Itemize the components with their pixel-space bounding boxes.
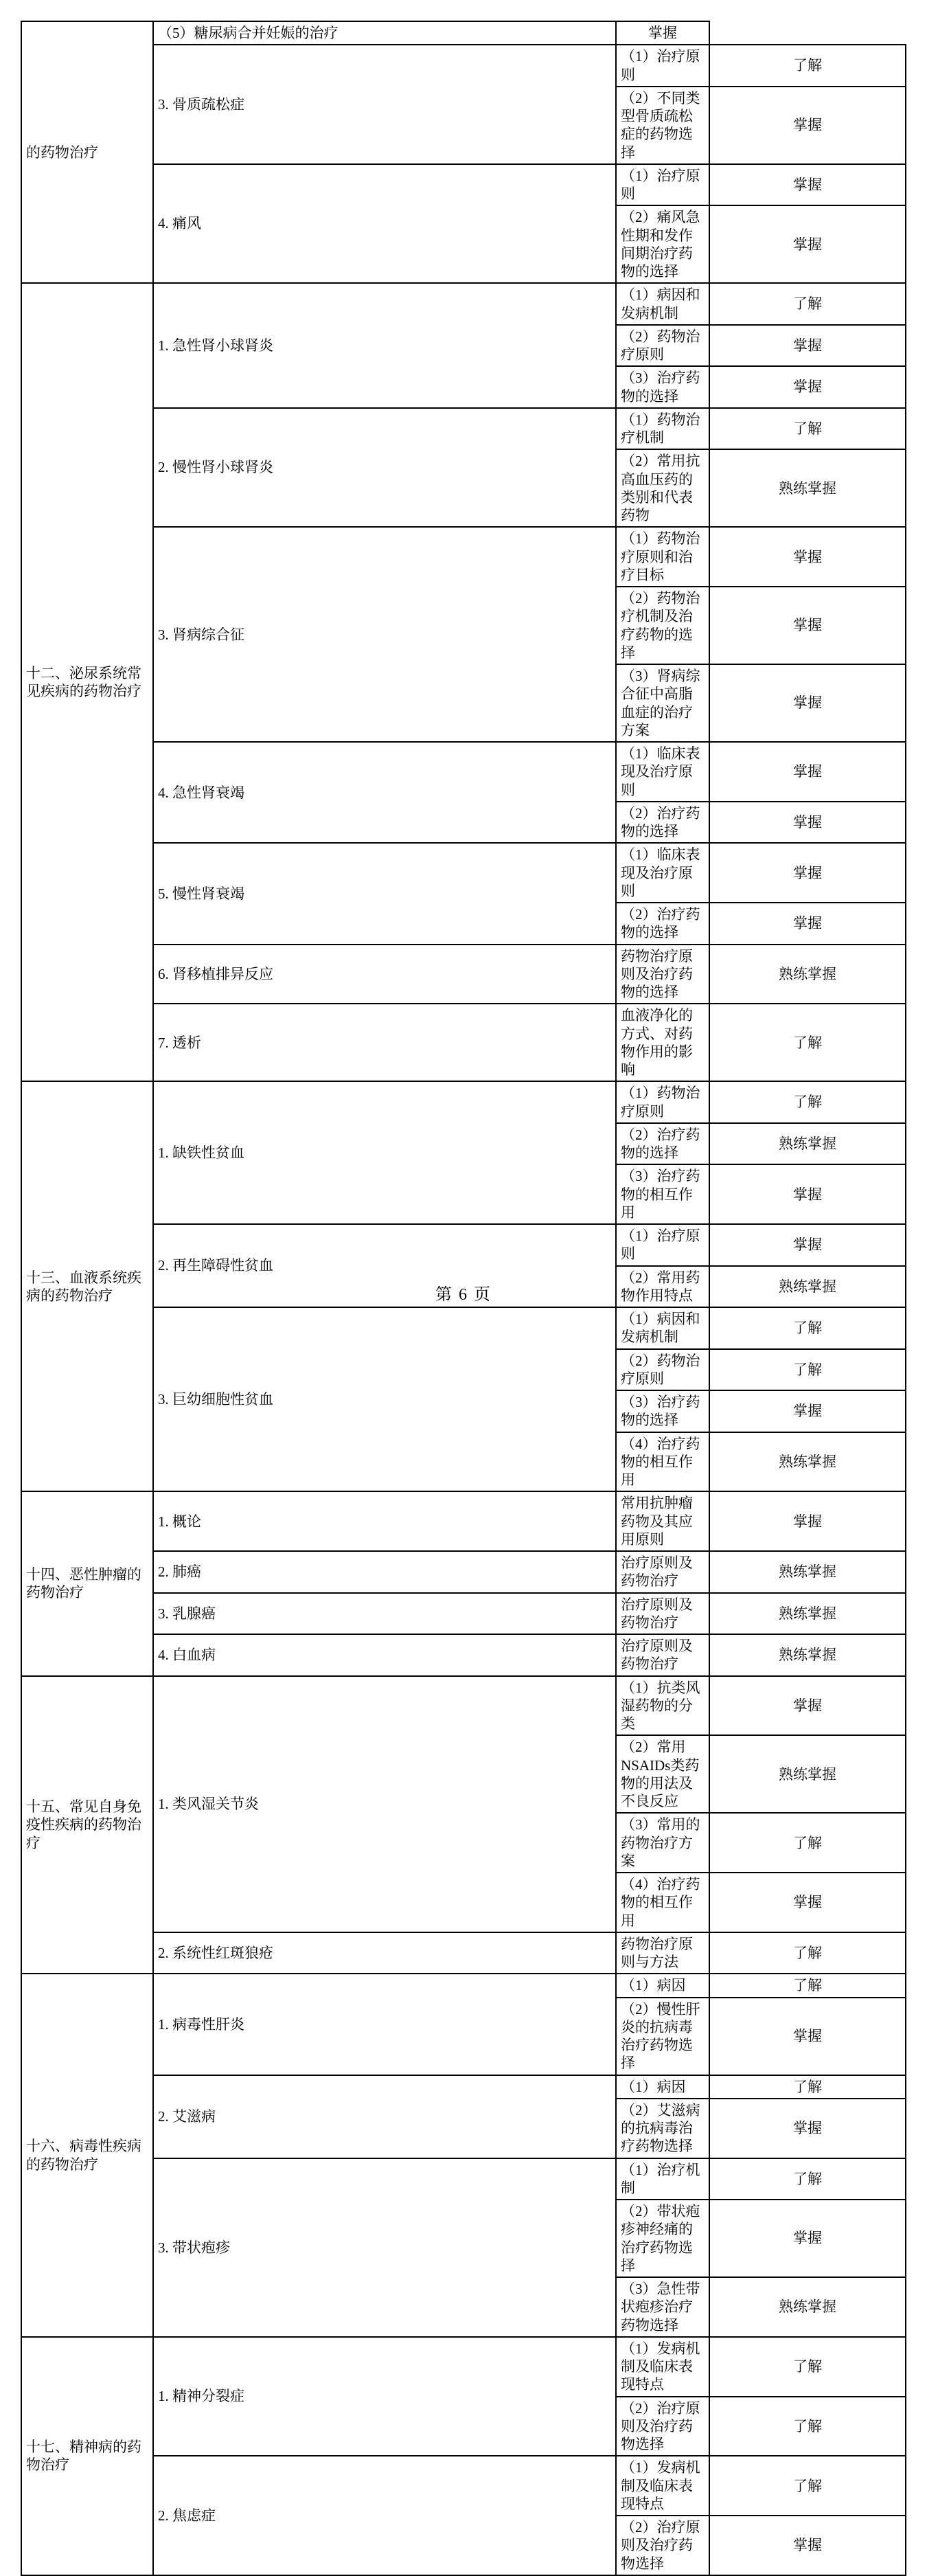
level-cell: 熟练掌握 (709, 1735, 906, 1813)
level-cell: 了解 (709, 1813, 906, 1873)
detail-cell: （2）常用NSAIDs类药物的用法及不良反应 (616, 1735, 709, 1813)
detail-cell: （3）治疗药物的相互作用 (616, 1164, 709, 1224)
table-row (21, 527, 906, 587)
detail-cell: （2）治疗药物的选择 (616, 802, 709, 844)
level-cell: 掌握 (709, 325, 906, 367)
section-cell: 2. 再生障碍性贫血 (153, 1224, 616, 1307)
chapter-cell: 的药物治疗 (21, 21, 153, 283)
detail-cell: （2）艾滋病的抗病毒治疗药物选择 (616, 2099, 709, 2158)
section-cell: 1. 精神分裂症 (153, 2337, 616, 2456)
table-row (21, 742, 906, 802)
level-cell: 掌握 (709, 2200, 906, 2277)
level-cell: 掌握 (709, 843, 906, 903)
table-row (21, 283, 906, 325)
section-cell: 3. 肾病综合征 (153, 527, 616, 742)
level-cell: 了解 (709, 2075, 906, 2099)
detail-cell: （2）治疗原则及治疗药物选择 (616, 2397, 709, 2456)
chapter-cell: 十四、恶性肿瘤的药物治疗 (21, 1491, 153, 1675)
table-row (21, 2337, 906, 2397)
section-cell: 5. 慢性肾衰竭 (153, 843, 616, 944)
section-cell: 2. 慢性肾小球肾炎 (153, 408, 616, 528)
level-cell: 了解 (709, 408, 906, 450)
level-cell: 掌握 (709, 1676, 906, 1736)
detail-cell: （2）痛风急性期和发作间期治疗药物的选择 (616, 205, 709, 283)
section-cell: 2. 肺癌 (153, 1551, 616, 1593)
detail-cell: （1）病因和发病机制 (616, 1307, 709, 1349)
page-footer: 第 6 页 (435, 1286, 492, 1304)
section-cell: 2. 系统性红斑狼疮 (153, 1932, 616, 1974)
table-row (21, 45, 906, 87)
level-cell: 掌握 (709, 742, 906, 802)
level-cell: 掌握 (709, 1390, 906, 1432)
section-cell: 1. 概论 (153, 1491, 616, 1551)
level-cell: 了解 (709, 2397, 906, 2456)
level-cell: 掌握 (709, 1873, 906, 1932)
section-cell: 3. 骨质疏松症 (153, 45, 616, 164)
detail-cell: （1）病因 (616, 2075, 709, 2099)
detail-cell: （2）药物治疗原则 (616, 325, 709, 367)
detail-cell: （2）常用抗高血压药的类别和代表药物 (616, 449, 709, 527)
detail-cell: （2）慢性肝炎的抗病毒治疗药物选择 (616, 1998, 709, 2075)
detail-cell: （1）发病机制及临床表现特点 (616, 2456, 709, 2516)
level-cell: 掌握 (709, 366, 906, 408)
level-cell: 掌握 (709, 1998, 906, 2075)
level-cell: 熟练掌握 (709, 1432, 906, 1492)
level-cell: 了解 (709, 1349, 906, 1391)
detail-cell: （2）带状疱疹神经痛的治疗药物选择 (616, 2200, 709, 2277)
detail-cell: （5）糖尿病合并妊娠的治疗 (153, 21, 616, 45)
table-row (21, 2158, 906, 2200)
section-cell: 4. 急性肾衰竭 (153, 742, 616, 843)
detail-cell: （2）治疗原则及治疗药物选择 (616, 2516, 709, 2575)
table-row (21, 2456, 906, 2516)
detail-cell: （2）药物治疗原则 (616, 1349, 709, 1391)
level-cell: 掌握 (616, 21, 709, 45)
level-cell: 熟练掌握 (709, 1593, 906, 1635)
level-cell: 了解 (709, 2456, 906, 2516)
table-row (21, 1634, 906, 1676)
table-row (21, 1932, 906, 1974)
table-row (21, 1974, 906, 1997)
level-cell: 掌握 (709, 587, 906, 664)
level-cell: 掌握 (709, 87, 906, 164)
level-cell: 了解 (709, 45, 906, 87)
level-cell: 了解 (709, 2158, 906, 2200)
detail-cell: 药物治疗原则与方法 (616, 1932, 709, 1974)
detail-cell: （1）临床表现及治疗原则 (616, 742, 709, 802)
detail-cell: （1）治疗原则 (616, 1224, 709, 1266)
table-row (21, 1004, 906, 1081)
level-cell: 熟练掌握 (709, 2277, 906, 2337)
table-row (21, 1224, 906, 1266)
level-cell: 熟练掌握 (709, 1634, 906, 1676)
detail-cell: （2）不同类型骨质疏松症的药物选择 (616, 87, 709, 164)
detail-cell: （1）治疗原则 (616, 164, 709, 206)
detail-cell: （4）治疗药物的相互作用 (616, 1432, 709, 1492)
table-row (21, 945, 906, 1004)
detail-cell: （1）治疗原则 (616, 45, 709, 87)
detail-cell: （1）抗类风湿药物的分类 (616, 1676, 709, 1736)
table-row (21, 2075, 906, 2099)
chapter-cell: 十二、泌尿系统常见疾病的药物治疗 (21, 283, 153, 1081)
level-cell: 了解 (709, 1081, 906, 1123)
detail-cell: （1）病因和发病机制 (616, 283, 709, 325)
level-cell: 掌握 (709, 664, 906, 742)
table-row (21, 1551, 906, 1593)
table-row (21, 843, 906, 903)
section-cell: 1. 急性肾小球肾炎 (153, 283, 616, 408)
section-cell: 6. 肾移植排异反应 (153, 945, 616, 1004)
level-cell: 掌握 (709, 527, 906, 587)
table-row (21, 21, 906, 45)
section-cell: 7. 透析 (153, 1004, 616, 1081)
detail-cell: （1）药物治疗原则 (616, 1081, 709, 1123)
detail-cell: （1）药物治疗机制 (616, 408, 709, 450)
detail-cell: （1）发病机制及临床表现特点 (616, 2337, 709, 2397)
level-cell: 了解 (709, 1004, 906, 1081)
detail-cell: （4）治疗药物的相互作用 (616, 1873, 709, 1932)
chapter-cell: 十六、病毒性疾病的药物治疗 (21, 1974, 153, 2337)
chapter-cell: 十三、血液系统疾病的药物治疗 (21, 1081, 153, 1491)
section-cell: 2. 艾滋病 (153, 2075, 616, 2158)
level-cell: 掌握 (709, 1224, 906, 1266)
level-cell: 熟练掌握 (709, 1123, 906, 1165)
level-cell: 掌握 (709, 2099, 906, 2158)
level-cell: 掌握 (709, 164, 906, 206)
section-cell: 1. 缺铁性贫血 (153, 1081, 616, 1224)
level-cell: 熟练掌握 (709, 449, 906, 527)
detail-cell: （1）治疗机制 (616, 2158, 709, 2200)
level-cell: 熟练掌握 (709, 1266, 906, 1308)
section-cell: 1. 病毒性肝炎 (153, 1974, 616, 2075)
detail-cell: （1）药物治疗原则和治疗目标 (616, 527, 709, 587)
table-row (21, 408, 906, 450)
detail-cell: （2）药物治疗机制及治疗药物的选择 (616, 587, 709, 664)
detail-cell: （2）治疗药物的选择 (616, 903, 709, 945)
detail-cell: （1）病因 (616, 1974, 709, 1997)
detail-cell: 常用抗肿瘤药物及其应用原则 (616, 1491, 709, 1551)
level-cell: 了解 (709, 283, 906, 325)
detail-cell: 治疗原则及药物治疗 (616, 1634, 709, 1676)
level-cell: 掌握 (709, 802, 906, 844)
detail-cell: （3）急性带状疱疹治疗药物选择 (616, 2277, 709, 2337)
table-row (21, 1593, 906, 1635)
level-cell: 了解 (709, 2337, 906, 2397)
chapter-cell: 十七、精神病的药物治疗 (21, 2337, 153, 2575)
level-cell: 掌握 (709, 903, 906, 945)
level-cell: 掌握 (709, 1491, 906, 1551)
section-cell: 4. 白血病 (153, 1634, 616, 1676)
section-cell: 4. 痛风 (153, 164, 616, 284)
level-cell: 熟练掌握 (709, 1551, 906, 1593)
detail-cell: （1）临床表现及治疗原则 (616, 843, 709, 903)
detail-cell: （2）常用药物作用特点 (616, 1266, 709, 1308)
table-row (21, 1676, 906, 1736)
detail-cell: 治疗原则及药物治疗 (616, 1593, 709, 1635)
chapter-cell: 十五、常见自身免疫性疾病的药物治疗 (21, 1676, 153, 1974)
table-row (21, 1307, 906, 1349)
section-cell: 3. 巨幼细胞性贫血 (153, 1307, 616, 1491)
table-row (21, 1081, 906, 1123)
detail-cell: （3）肾病综合征中高脂血症的治疗方案 (616, 664, 709, 742)
level-cell: 熟练掌握 (709, 945, 906, 1004)
level-cell: 了解 (709, 1932, 906, 1974)
level-cell: 掌握 (709, 1164, 906, 1224)
detail-cell: （3）治疗药物的选择 (616, 1390, 709, 1432)
detail-cell: 血液净化的方式、对药物作用的影响 (616, 1004, 709, 1081)
detail-cell: （2）治疗药物的选择 (616, 1123, 709, 1165)
detail-cell: （3）常用的药物治疗方案 (616, 1813, 709, 1873)
level-cell: 掌握 (709, 2516, 906, 2575)
section-cell: 3. 乳腺癌 (153, 1593, 616, 1635)
table-row (21, 164, 906, 206)
detail-cell: 药物治疗原则及治疗药物的选择 (616, 945, 709, 1004)
table-row (21, 1491, 906, 1551)
section-cell: 2. 焦虑症 (153, 2456, 616, 2575)
detail-cell: （3）治疗药物的选择 (616, 366, 709, 408)
detail-cell: 治疗原则及药物治疗 (616, 1551, 709, 1593)
section-cell: 3. 带状疱疹 (153, 2158, 616, 2337)
section-cell: 1. 类风湿关节炎 (153, 1676, 616, 1932)
level-cell: 了解 (709, 1307, 906, 1349)
level-cell: 掌握 (709, 205, 906, 283)
level-cell: 了解 (709, 1974, 906, 1997)
